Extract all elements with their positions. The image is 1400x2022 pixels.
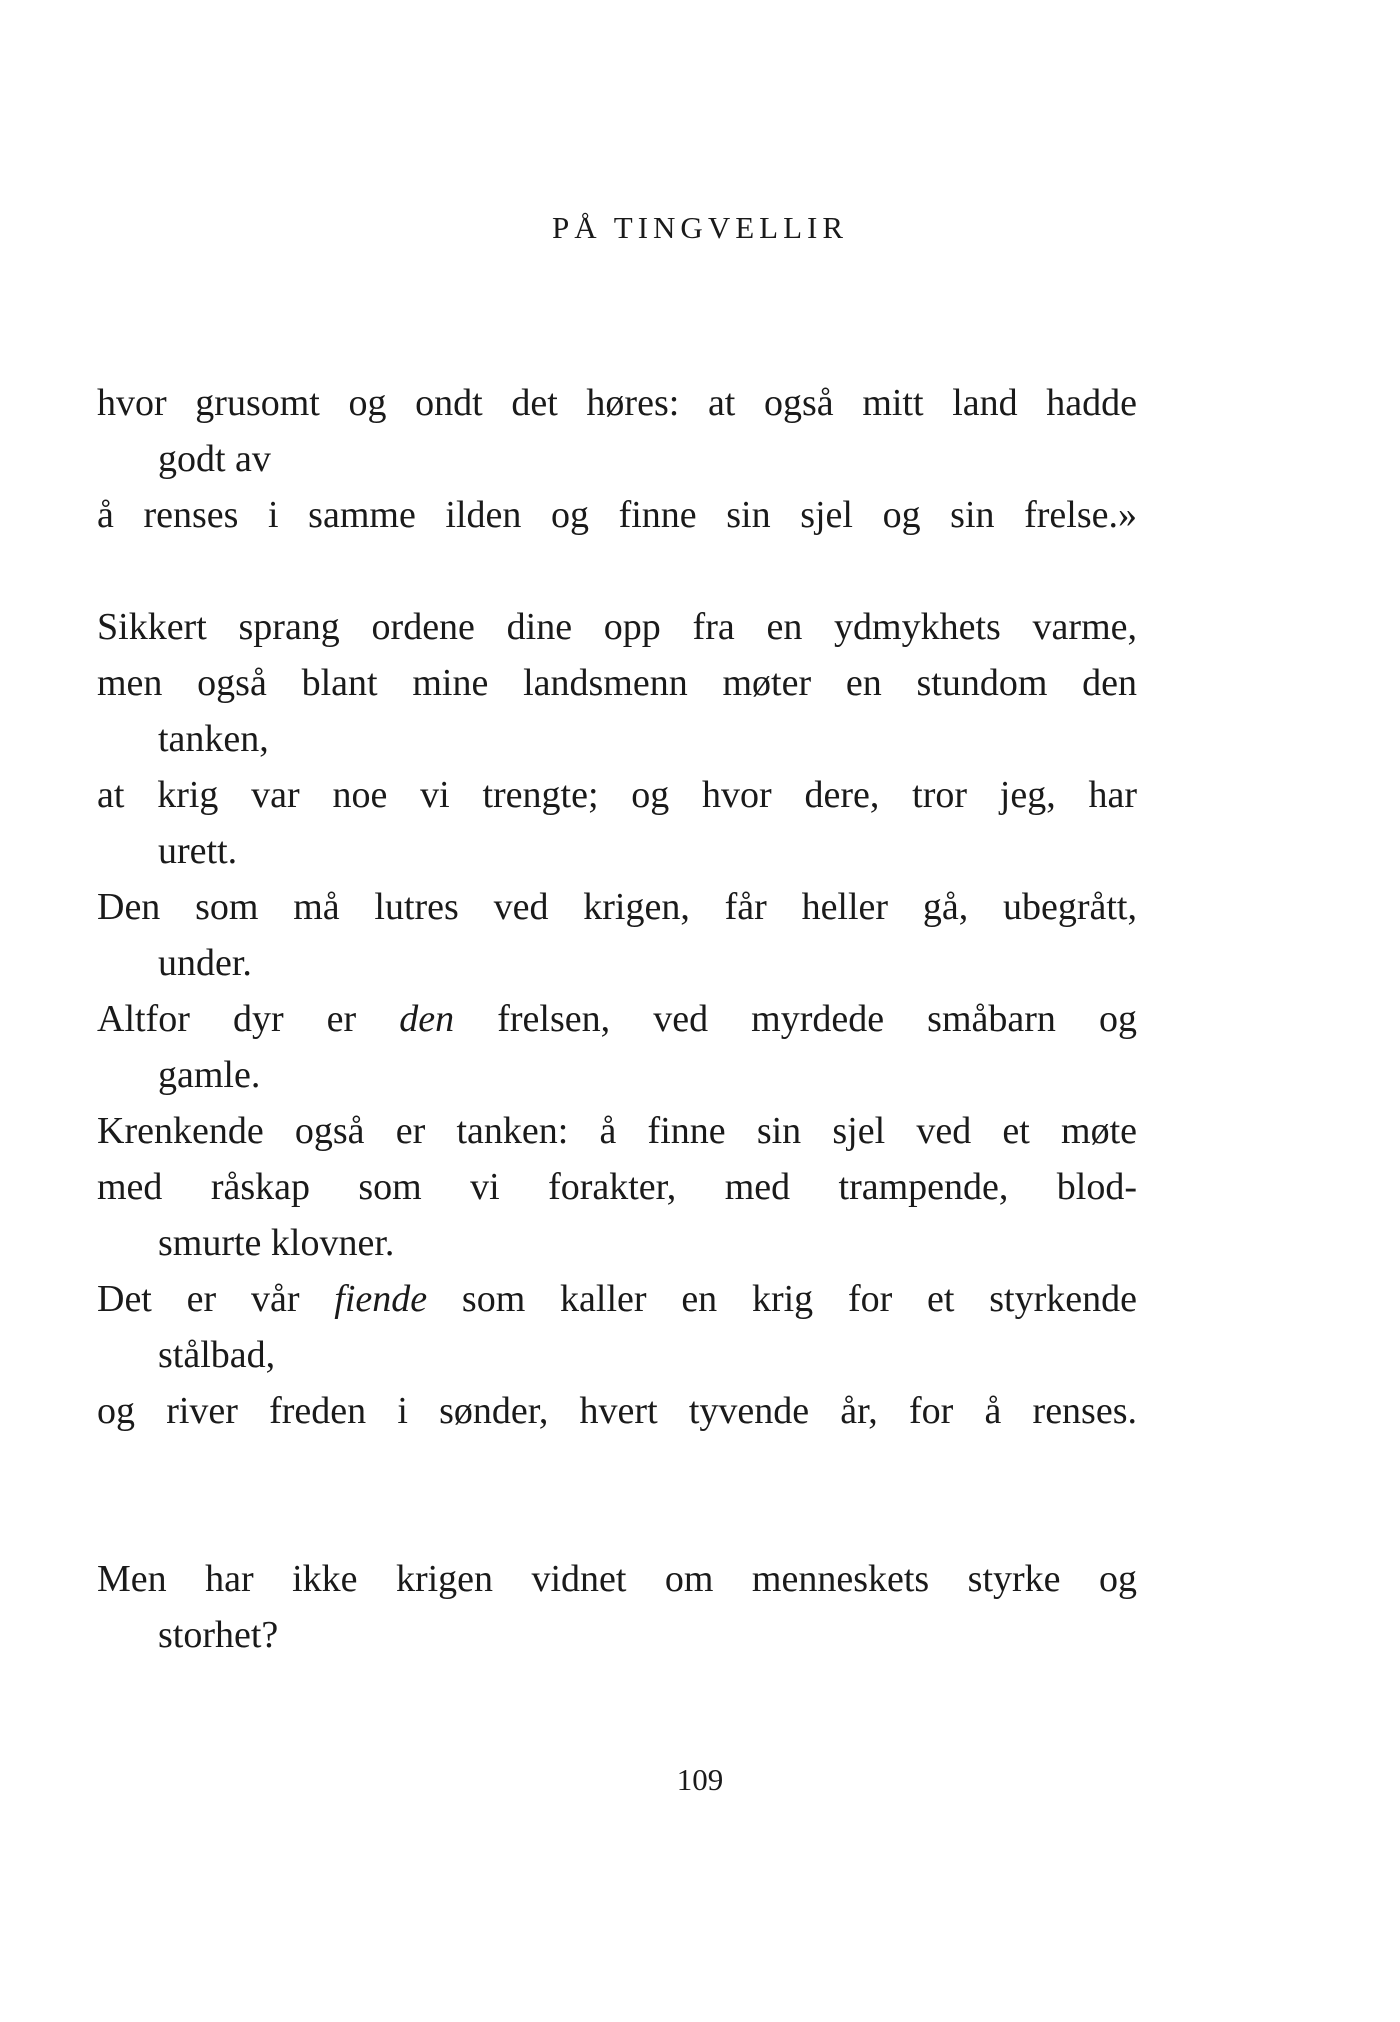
poem-text-run: Altfor dyr er	[97, 998, 400, 1040]
poem-line	[97, 991, 1137, 1047]
poem-line-continuation: godt av	[158, 438, 271, 480]
page-number: 109	[676, 1762, 724, 1797]
poem-line-continuation: smurte klovner.	[158, 1222, 395, 1264]
poem-text-run: frelsen, ved myrdede småbarn og	[454, 998, 1137, 1040]
section-break	[97, 1439, 1137, 1551]
poem-line: men også blant mine landsmenn møter en stundom den	[97, 662, 1137, 704]
poem-line: hvor grusomt og ondt det høres: at også mitt land hadde	[97, 382, 1137, 424]
running-head: PÅ TINGVELLIR	[551, 210, 849, 245]
poem-emphasis: fiende	[334, 1278, 428, 1320]
poem-text-run: som kaller en krig for et styrkende	[427, 1278, 1137, 1320]
poem-line: Krenkende også er tanken: å finne sin sjel ved et møte	[97, 1110, 1137, 1152]
poem-line-continuation: urett.	[158, 830, 238, 872]
poem-line-continuation: gamle.	[158, 1054, 261, 1096]
poem-line: med råskap som vi forakter, med trampende, blod-	[97, 1166, 1137, 1208]
poem-line: Men har ikke krigen vidnet om menneskets styrke og	[97, 1558, 1137, 1600]
poem-line: Den som må lutres ved krigen, får heller gå, ubegrått,	[97, 886, 1137, 928]
poem-line-continuation: storhet?	[158, 1614, 279, 1656]
poem-line-continuation: under.	[158, 942, 252, 984]
poem-text	[97, 375, 1137, 1663]
poem-line	[97, 1271, 1137, 1327]
poem-emphasis: den	[399, 998, 455, 1040]
poem-line: Sikkert sprang ordene dine opp fra en ydmykhets varme,	[97, 606, 1137, 648]
poem-line-continuation: stålbad,	[158, 1334, 276, 1376]
poem-line: og river freden i sønder, hvert tyvende år, for å renses.	[97, 1390, 1137, 1432]
stanza-break	[97, 543, 1137, 599]
poem-line: at krig var noe vi trengte; og hvor dere, tror jeg, har	[97, 774, 1137, 816]
poem-line-continuation: tanken,	[158, 718, 269, 760]
poem-line: å renses i samme ilden og finne sin sjel og sin frelse.»	[97, 494, 1137, 536]
poem-text-run: Det er vår	[97, 1278, 335, 1320]
